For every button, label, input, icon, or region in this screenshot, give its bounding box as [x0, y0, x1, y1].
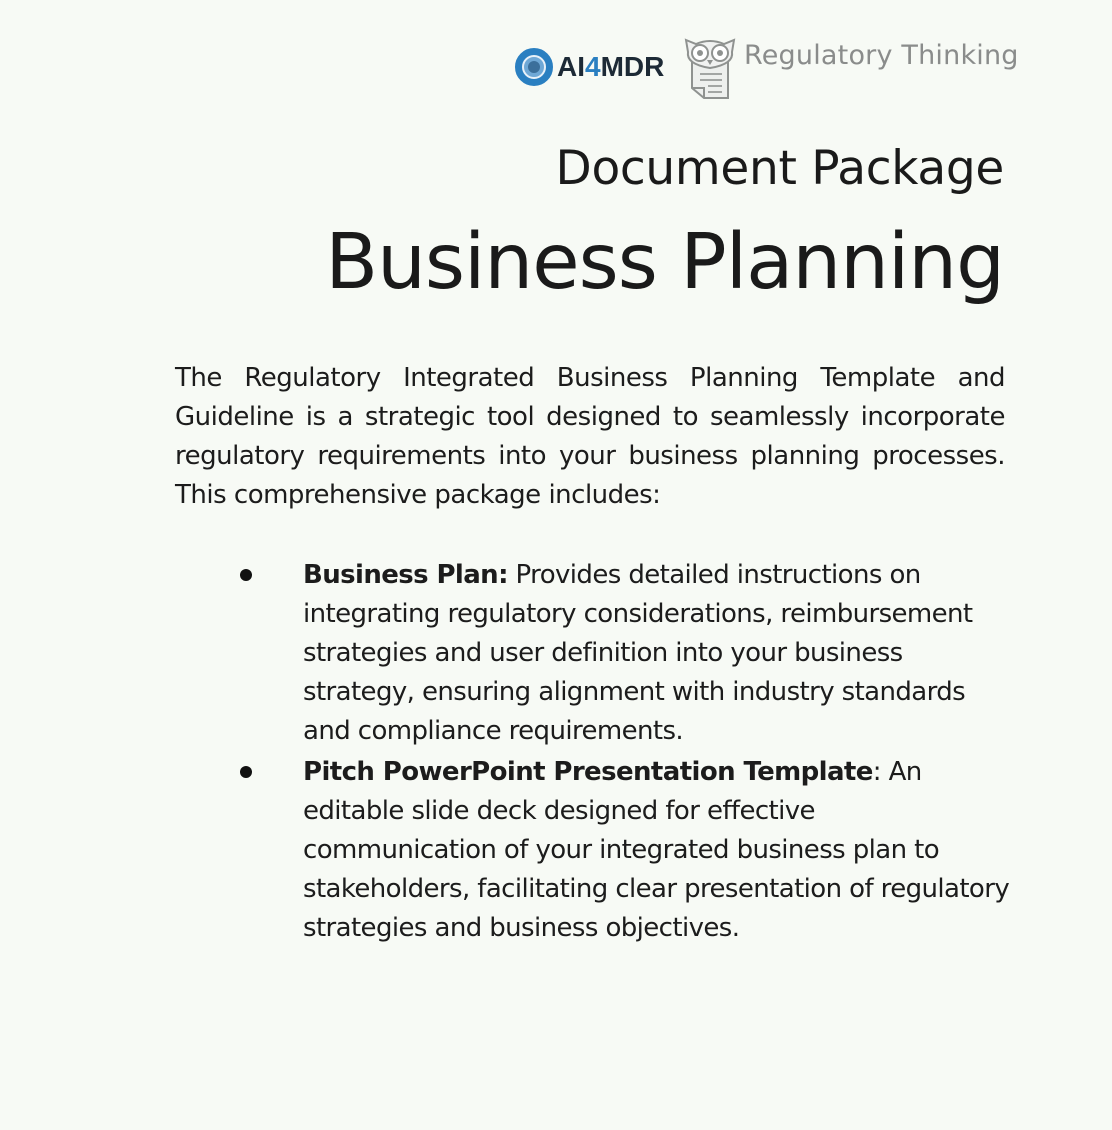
bullet-icon	[240, 569, 252, 581]
item-description: Provides detailed instructions on integrating regulatory considerations, reimbursement strategies and user definition into your business strategy, ensuring alignment with industry standards and compliance requirements.	[303, 560, 973, 746]
list-item	[240, 753, 1010, 948]
item-description: : An editable slide deck designed for effective communication of your integrated business plan to stakeholders, facilitating clear presentation of regulatory strategies and business objectives.	[303, 757, 1010, 943]
bullet-icon	[240, 766, 252, 778]
owl-icon	[682, 34, 738, 102]
intro-paragraph: The Regulatory Integrated Business Planning Template and Guideline is a strategic tool designed to seamlessly incorporate regulatory requirements into your business planning processes. This comprehensive package includes:	[175, 363, 1005, 510]
ai4mdr-prefix: AI	[557, 51, 585, 82]
ai4mdr-emblem-icon	[515, 48, 553, 86]
regulatory-thinking-wordmark: Regulatory Thinking	[744, 40, 1019, 71]
ai4mdr-logo	[515, 44, 664, 90]
list-item	[240, 556, 1010, 751]
regulatory-thinking-logo	[682, 34, 1019, 104]
page-title: Business Planning	[325, 218, 1004, 307]
ai4mdr-number: 4	[585, 51, 601, 82]
package-contents-list	[240, 556, 1010, 950]
item-term: Business Plan:	[303, 560, 508, 590]
item-term: Pitch PowerPoint Presentation Template	[303, 757, 873, 787]
ai4mdr-suffix: MDR	[600, 51, 665, 82]
document-package-label: Document Package	[555, 141, 1004, 196]
header-logos	[512, 34, 1019, 104]
ai4mdr-wordmark	[557, 44, 664, 90]
